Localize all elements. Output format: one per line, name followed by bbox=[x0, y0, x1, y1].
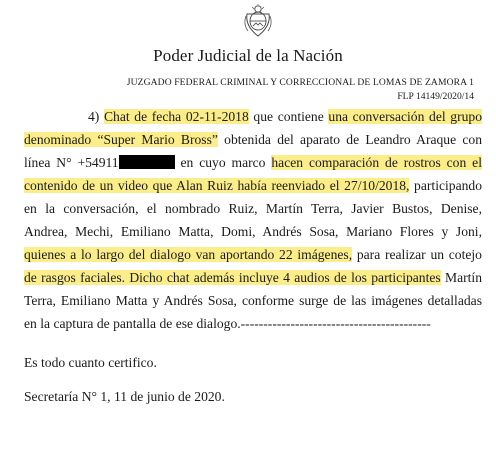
redaction-bar bbox=[119, 155, 175, 169]
paragraph-line: Terra, Emiliano Matta y Andrés Sosa, conforme surge de las imágenes detalladas bbox=[24, 293, 482, 308]
highlighted-text: denominado “Super Mario Bross” bbox=[24, 132, 218, 147]
highlighted-text: Chat de fecha 02-11-2018 bbox=[103, 109, 249, 124]
closing-date-line: Secretaría N° 1, 11 de junio de 2020. bbox=[24, 389, 225, 404]
court-name: JUZGADO FEDERAL CRIMINAL Y CORRECCIONAL DE LOMAS DE ZAMORA 1 bbox=[126, 77, 474, 88]
paragraph-line: contenido de un video que Alan Ruiz había reenviado el 27/10/2018, participando bbox=[24, 178, 483, 193]
certify-statement: Es todo cuanto certifico. bbox=[24, 355, 157, 370]
certification-paragraph bbox=[24, 105, 482, 335]
coat-of-arms-seal-icon bbox=[243, 4, 273, 38]
highlighted-text: quienes a lo largo del dialogo van aportando 22 imágenes, bbox=[24, 247, 353, 262]
paragraph-line: denominado “Super Mario Bross” obtenida del aparato de Leandro Araque con bbox=[24, 132, 483, 147]
institution-title: Poder Judicial de la Nación bbox=[153, 46, 343, 65]
paragraph-line: línea N° +54911 en cuyo marco hacen comparación de rostros con el bbox=[24, 155, 482, 170]
highlighted-text: una conversación del grupo bbox=[328, 109, 482, 124]
file-reference: FLP 14149/2020/14 bbox=[397, 91, 474, 102]
paragraph-line: Andrea, Mechi, Emiliano Matta, Domi, Andrés Sosa, Mariano Flores y Joni, bbox=[24, 224, 482, 239]
paragraph-line: 4) Chat de fecha 02-11-2018 que contiene una conversación del grupo bbox=[88, 109, 482, 124]
paragraph-line: en la captura de pantalla de ese dialogo.------------------------------------------ bbox=[24, 316, 431, 331]
paragraph-line: en la conversación, el nombrado Ruiz, Martín Terra, Javier Bustos, Denise, bbox=[24, 201, 482, 216]
paragraph-line: de rasgos faciales. Dicho chat además incluye 4 audios de los participantes Martín bbox=[24, 270, 482, 285]
highlighted-text: contenido de un video que Alan Ruiz había reenviado el 27/10/2018, bbox=[24, 178, 410, 193]
paragraph-line: quienes a lo largo del dialogo van aportando 22 imágenes, para realizar un cotejo bbox=[24, 247, 482, 262]
highlighted-text: de rasgos faciales. Dicho chat además incluye 4 audios de los participantes bbox=[24, 270, 441, 285]
highlighted-text: hacen comparación de rostros con el bbox=[271, 155, 482, 170]
